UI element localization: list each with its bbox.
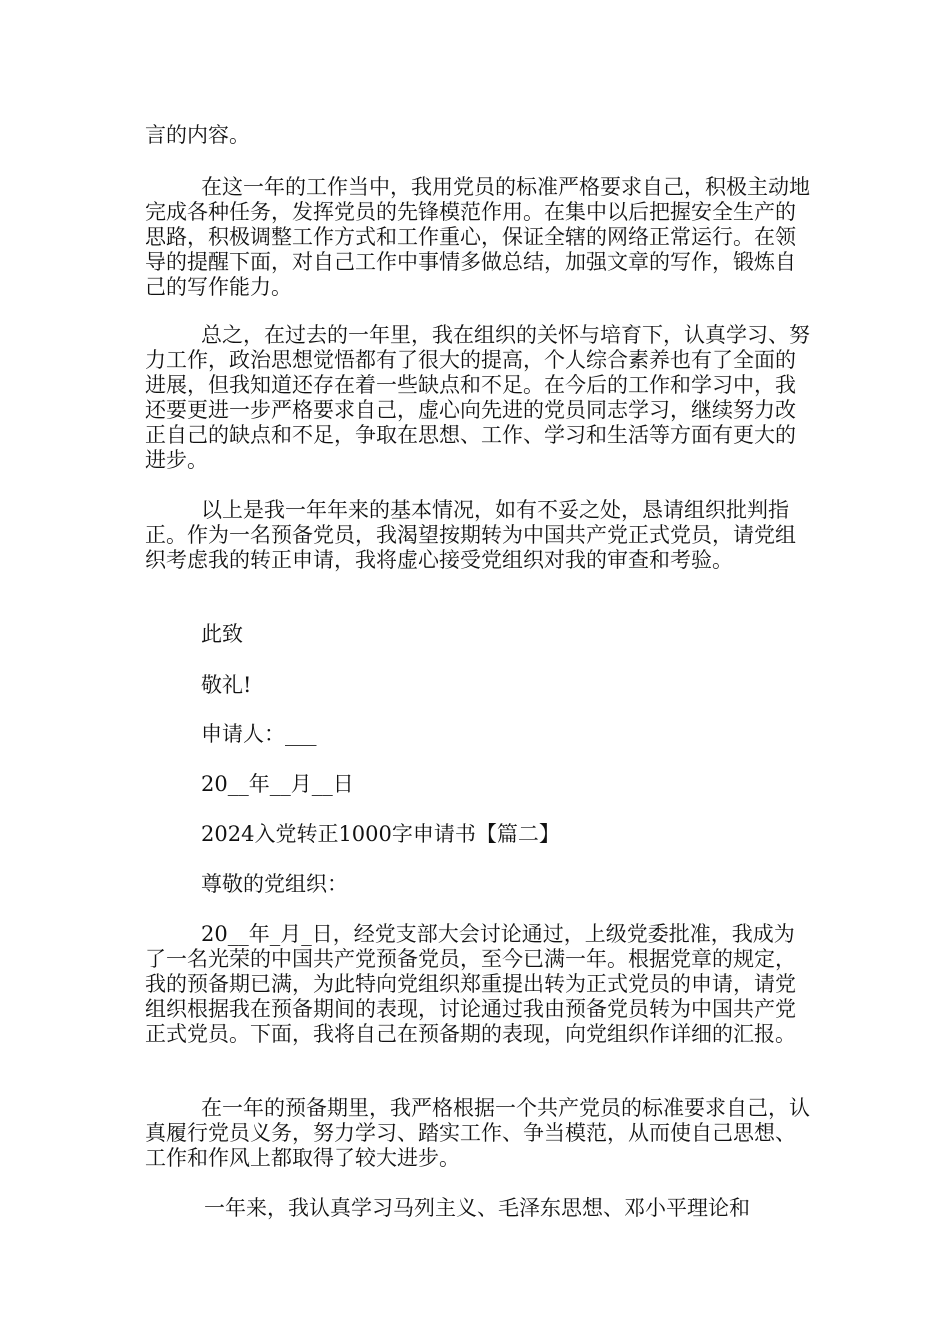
paragraph-continuation: 言的内容。	[145, 123, 250, 147]
paragraph-probation: 在一年的预备期里，我严格根据一个共产党员的标准要求自己，认真履行党员义务，努力学习、踏实工作、争当模范，从而使自己思想、工作和作风上都取得了较大进步。	[145, 1096, 810, 1170]
closing-line: 此致	[201, 622, 243, 646]
greeting-line: 尊敬的党组织：	[201, 872, 348, 896]
paragraph-request: 以上是我一年年来的基本情况，如有不妥之处，恳请组织批判指正。作为一名预备党员，我渴望按期转为中国共产党正式党员，请党组织考虑我的转正申请，我将虚心接受党组织对我的审查和考验。	[145, 498, 796, 572]
section-title: 2024入党转正1000字申请书【篇二】	[201, 822, 560, 846]
salute-line: 敬礼!	[201, 673, 252, 697]
paragraph-work: 在这一年的工作当中，我用党员的标准严格要求自己，积极主动地完成各种任务，发挥党员的先锋模范作用。在集中以后把握安全生产的思路，积极调整工作方式和工作重心，保证全辖的网络正常运行。在领导的提醒下面，对自己工作中事情多做总结，加强文章的写作，锻炼自己的写作能力。	[145, 175, 810, 299]
applicant-line: 申请人：___	[201, 722, 317, 746]
paragraph-application: 20__年_月_日，经党支部大会讨论通过，上级党委批准，我成为了一名光荣的中国共产党预备党员，至今已满一年。根据党章的规定，我的预备期已满，为此特向党组织郑重提出转为正式党员的申请，请党组织根据我在预备期间的表现，讨论通过我由预备党员转为中国共产党正式党员。下面，我将自己在预备期的表现，向党组织作详细的汇报。	[145, 922, 796, 1046]
paragraph-study: 一年来，我认真学习马列主义、毛泽东思想、邓小平理论和	[204, 1196, 750, 1220]
paragraph-summary: 总之，在过去的一年里，我在组织的关怀与培育下，认真学习、努力工作，政治思想觉悟都有了很大的提高，个人综合素养也有了全面的进展，但我知道还存在着一些缺点和不足。在今后的工作和学习中，我还要更进一步严格要求自己，虚心向先进的党员同志学习，继续努力改正自己的缺点和不足，争取在思想、工作、学习和生活等方面有更大的进步。	[145, 323, 810, 472]
date-line: 20__年__月__日	[201, 772, 354, 796]
